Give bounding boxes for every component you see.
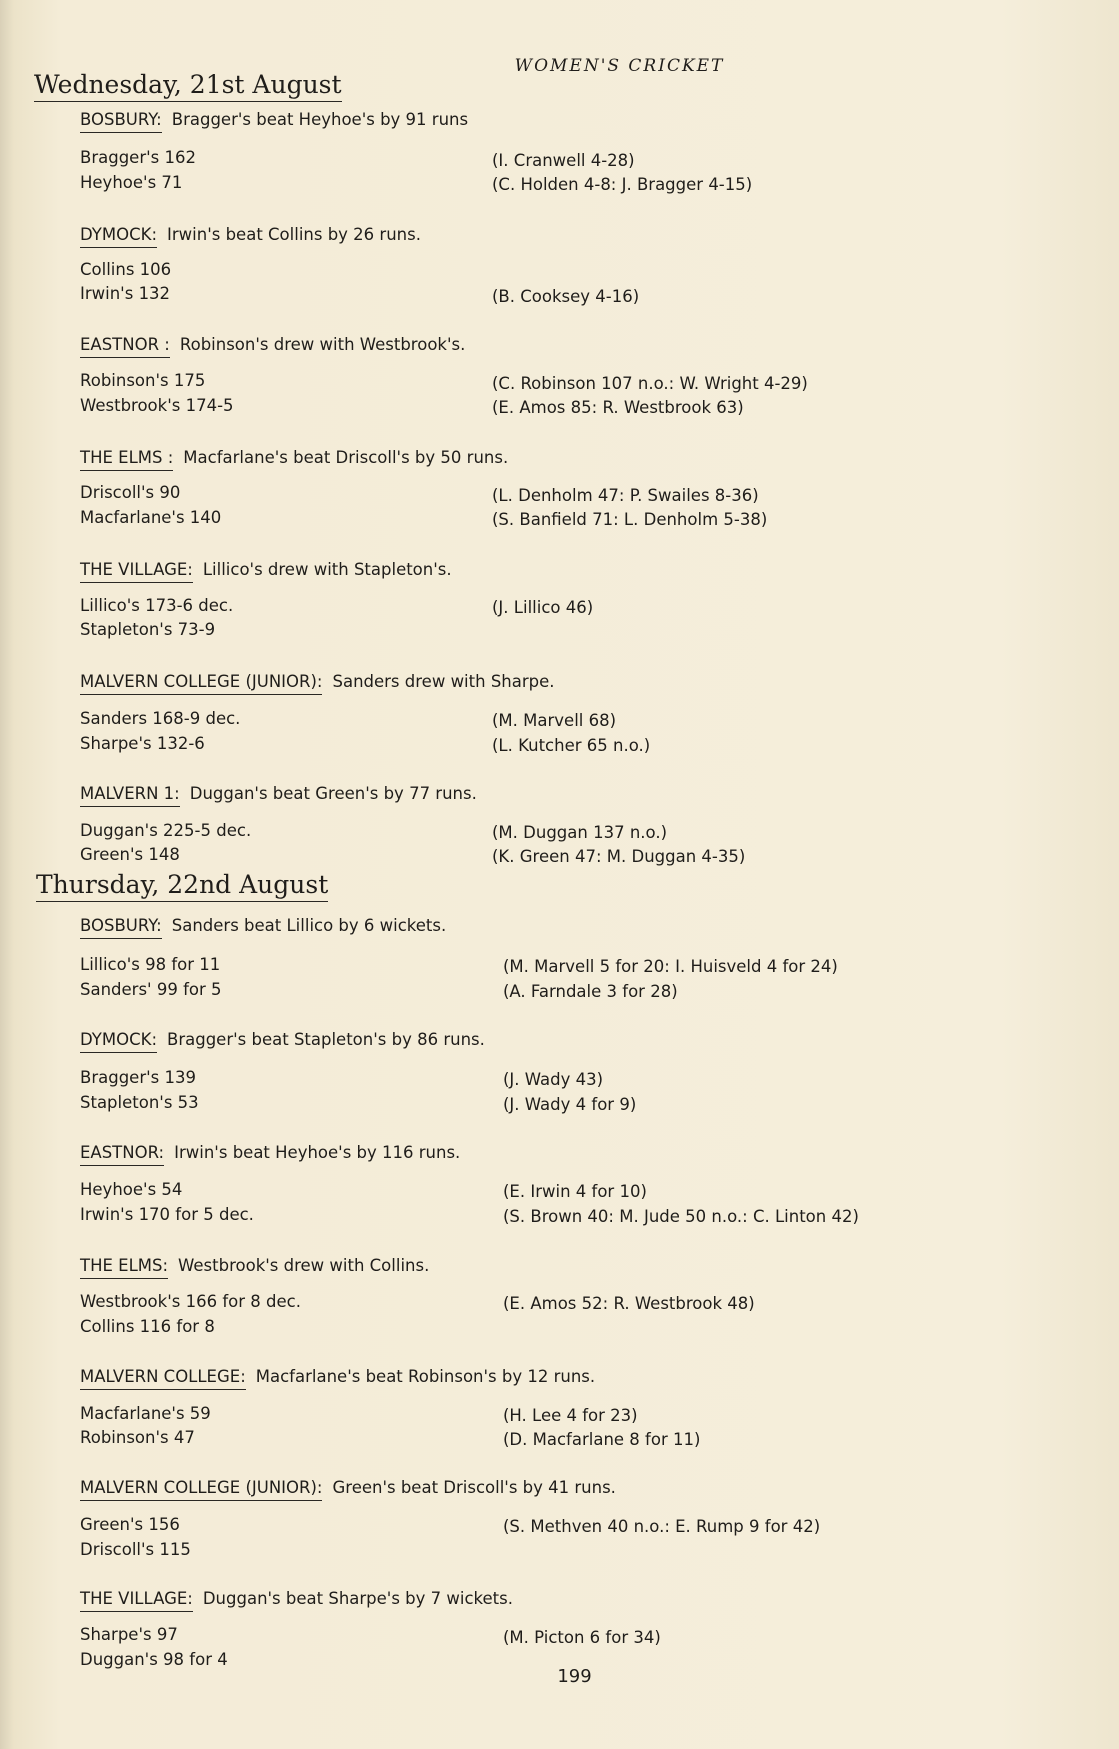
score-line: Macfarlane's 59 bbox=[80, 1404, 211, 1423]
note-line: (E. Amos 85: R. Westbrook 63) bbox=[492, 398, 744, 417]
score-line: Robinson's 175 bbox=[80, 371, 206, 390]
match-result: Bragger's beat Stapleton's by 86 runs. bbox=[167, 1030, 485, 1049]
note-line: (S. Methven 40 n.o.: E. Rump 9 for 42) bbox=[503, 1517, 821, 1536]
score-line: Sanders 168-9 dec. bbox=[80, 709, 241, 728]
note-line: (S. Brown 40: M. Jude 50 n.o.: C. Linton 42) bbox=[503, 1207, 859, 1226]
note-line: (C. Holden 4-8: J. Bragger 4-15) bbox=[492, 175, 753, 194]
venue: DYMOCK: bbox=[80, 225, 157, 248]
match-result: Duggan's beat Sharpe's by 7 wickets. bbox=[202, 1589, 513, 1608]
note-line: (S. Banfield 71: L. Denholm 5-38) bbox=[492, 510, 768, 529]
match-heading bbox=[80, 784, 477, 803]
score-line: Heyhoe's 71 bbox=[80, 173, 183, 192]
score-line: Stapleton's 53 bbox=[80, 1093, 199, 1112]
score-line: Bragger's 139 bbox=[80, 1068, 196, 1087]
note-line: (M. Duggan 137 n.o.) bbox=[492, 823, 668, 842]
match-result: Duggan's beat Green's by 77 runs. bbox=[189, 784, 477, 803]
venue: BOSBURY: bbox=[80, 110, 162, 133]
venue: EASTNOR : bbox=[80, 335, 170, 358]
note-line: (C. Robinson 107 n.o.: W. Wright 4-29) bbox=[492, 374, 808, 393]
score-line: Sharpe's 132-6 bbox=[80, 734, 205, 753]
match-result: Macfarlane's beat Driscoll's by 50 runs. bbox=[183, 448, 509, 467]
match-result: Irwin's beat Collins by 26 runs. bbox=[167, 225, 421, 244]
score-line: Bragger's 162 bbox=[80, 148, 196, 167]
score-line: Westbrook's 166 for 8 dec. bbox=[80, 1292, 301, 1311]
match-heading bbox=[80, 672, 555, 691]
note-line: (J. Wady 4 for 9) bbox=[503, 1095, 637, 1114]
match-heading bbox=[80, 1256, 429, 1275]
note-line: (D. Macfarlane 8 for 11) bbox=[503, 1430, 701, 1449]
score-line: Driscoll's 115 bbox=[80, 1540, 191, 1559]
match-heading bbox=[80, 1367, 595, 1386]
match-heading bbox=[80, 335, 465, 354]
venue: MALVERN COLLEGE (JUNIOR): bbox=[80, 1478, 322, 1501]
venue: MALVERN COLLEGE: bbox=[80, 1367, 246, 1390]
score-line: Sanders' 99 for 5 bbox=[80, 980, 222, 999]
match-result: Lillico's drew with Stapleton's. bbox=[202, 560, 452, 579]
match-heading bbox=[80, 448, 508, 467]
match-heading bbox=[80, 916, 446, 935]
score-line: Green's 148 bbox=[80, 845, 180, 864]
match-result: Sanders beat Lillico by 6 wickets. bbox=[171, 916, 447, 935]
venue: MALVERN 1: bbox=[80, 784, 180, 807]
score-line: Collins 106 bbox=[80, 260, 172, 279]
match-result: Irwin's beat Heyhoe's by 116 runs. bbox=[174, 1143, 461, 1162]
match-result: Green's beat Driscoll's by 41 runs. bbox=[332, 1478, 616, 1497]
note-line: (L. Kutcher 65 n.o.) bbox=[492, 736, 651, 755]
note-line: (E. Amos 52: R. Westbrook 48) bbox=[503, 1294, 755, 1313]
match-heading bbox=[80, 560, 452, 579]
note-line: (J. Lillico 46) bbox=[492, 598, 594, 617]
note-line: (E. Irwin 4 for 10) bbox=[503, 1182, 647, 1201]
note-line: (M. Marvell 68) bbox=[492, 711, 617, 730]
match-heading bbox=[80, 1143, 460, 1162]
venue: EASTNOR: bbox=[80, 1143, 164, 1166]
running-head: WOMEN'S CRICKET bbox=[514, 56, 725, 76]
score-line: Irwin's 132 bbox=[80, 284, 171, 303]
match-result: Robinson's drew with Westbrook's. bbox=[179, 335, 466, 354]
score-line: Green's 156 bbox=[80, 1515, 180, 1534]
venue: BOSBURY: bbox=[80, 916, 162, 939]
match-result: Bragger's beat Heyhoe's by 91 runs bbox=[171, 110, 469, 129]
match-heading bbox=[80, 110, 468, 129]
score-line: Duggan's 225-5 dec. bbox=[80, 821, 252, 840]
match-heading bbox=[80, 225, 421, 244]
score-line: Duggan's 98 for 4 bbox=[80, 1650, 228, 1669]
score-line: Sharpe's 97 bbox=[80, 1625, 178, 1644]
venue: THE VILLAGE: bbox=[80, 560, 193, 583]
note-line: (H. Lee 4 for 23) bbox=[503, 1406, 638, 1425]
venue: THE VILLAGE: bbox=[80, 1589, 193, 1612]
score-line: Stapleton's 73-9 bbox=[80, 620, 216, 639]
venue: DYMOCK: bbox=[80, 1030, 157, 1053]
note-line: (M. Marvell 5 for 20: I. Huisveld 4 for 24) bbox=[503, 957, 838, 976]
page-number: 199 bbox=[557, 1666, 592, 1687]
day-heading: Thursday, 22nd August bbox=[36, 870, 328, 902]
score-line: Macfarlane's 140 bbox=[80, 508, 222, 527]
match-result: Sanders drew with Sharpe. bbox=[332, 672, 555, 691]
note-line: (L. Denholm 47: P. Swailes 8-36) bbox=[492, 486, 759, 505]
note-line: (M. Picton 6 for 34) bbox=[503, 1628, 661, 1647]
note-line: (J. Wady 43) bbox=[503, 1070, 604, 1089]
note-line: (I. Cranwell 4-28) bbox=[492, 151, 635, 170]
match-heading bbox=[80, 1589, 513, 1608]
score-line: Robinson's 47 bbox=[80, 1428, 195, 1447]
match-result: Macfarlane's beat Robinson's by 12 runs. bbox=[255, 1367, 596, 1386]
score-line: Heyhoe's 54 bbox=[80, 1180, 183, 1199]
venue: MALVERN COLLEGE (JUNIOR): bbox=[80, 672, 322, 695]
score-line: Lillico's 98 for 11 bbox=[80, 955, 221, 974]
venue: THE ELMS: bbox=[80, 1256, 168, 1279]
day-heading: Wednesday, 21st August bbox=[34, 70, 342, 102]
note-line: (A. Farndale 3 for 28) bbox=[503, 982, 678, 1001]
note-line: (B. Cooksey 4-16) bbox=[492, 287, 640, 306]
score-line: Lillico's 173-6 dec. bbox=[80, 596, 234, 615]
score-line: Collins 116 for 8 bbox=[80, 1317, 215, 1336]
note-line: (K. Green 47: M. Duggan 4-35) bbox=[492, 847, 746, 866]
match-heading bbox=[80, 1478, 616, 1497]
match-result: Westbrook's drew with Collins. bbox=[178, 1256, 430, 1275]
venue: THE ELMS : bbox=[80, 448, 173, 471]
score-line: Westbrook's 174-5 bbox=[80, 396, 234, 415]
score-line: Irwin's 170 for 5 dec. bbox=[80, 1205, 254, 1224]
match-heading bbox=[80, 1030, 485, 1049]
score-line: Driscoll's 90 bbox=[80, 483, 181, 502]
